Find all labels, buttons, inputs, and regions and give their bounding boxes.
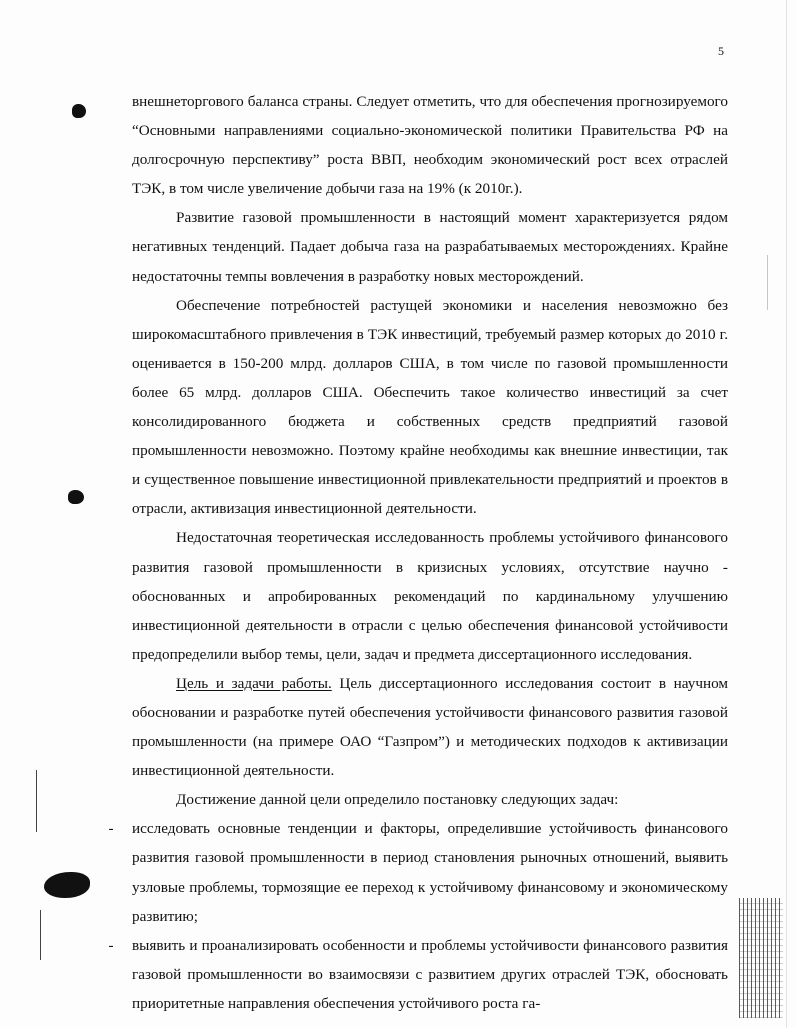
paragraph-4: Недостаточная теоретическая исследованность проблемы устойчивого финансового развития газовой промышленности в кризисных условиях, отсутствие научно - обоснованных и апробированных рекомендаций по кардинальному улучшению инвестиционной деятельности в отрасли с целью обеспечения финансовой устойчивости предопределили выбор темы, цели, задач и предмета диссертационного исследования.: [132, 529, 728, 663]
scan-smudge-3: [44, 872, 90, 898]
scan-smudge-1: [72, 104, 86, 118]
main-text: [108, 87, 729, 1018]
goal-paragraph: [132, 669, 728, 785]
goal-label: Цель и задачи работы.: [176, 674, 332, 692]
task-text: выявить и проанализировать особенности и проблемы устойчивости финансового развития газовой промышленности во взаимосвязи с развитием других отраслей ТЭК, обосновать приоритетные направления обеспечения устойчивого роста га-: [132, 936, 728, 1012]
task-text: исследовать основные тенденции и факторы, определившие устойчивость финансового развития газовой промышленности в период становления рыночных отношений, выявить узловые проблемы, тормозящие ее переход к устойчивому финансовому и экономическому развитию;: [132, 820, 728, 925]
page-number: 5: [718, 44, 724, 58]
paragraph-1: внешнеторгового баланса страны. Следует отметить, что для обеспечения прогнозируемого “Основными направлениями социально-экономической политики Правительства РФ на долгосрочную перспективу” роста ВВП, необходим экономический рост всех отраслей ТЭК, в том числе увеличение добычи газа на 19% (к 2010г.).: [132, 93, 728, 198]
left-scan-line-1: [36, 770, 37, 832]
tasks-list: [108, 814, 728, 1018]
task-item: [104, 931, 728, 1018]
left-scan-line-2: [40, 910, 41, 960]
goal-text: Цель диссертационного исследования состоит в научном обосновании и разработке путей обеспечения устойчивости финансового развития газовой промышленности (на примере ОАО “Газпром”) и методических подходов к активизации инвестиционной деятельности.: [132, 674, 729, 780]
right-scan-line-2: [786, 0, 787, 1028]
scan-hatching: [739, 898, 783, 1018]
right-scan-line-1: [767, 255, 768, 310]
task-dash: -: [108, 936, 114, 954]
paragraph-2: Развитие газовой промышленности в настоящий момент характеризуется рядом негативных тенденций. Падает добыча газа на разрабатываемых месторождениях. Крайне недостаточны темпы вовлечения в разработку новых месторождений.: [132, 209, 728, 285]
task-item: [104, 814, 728, 930]
paragraph-3: Обеспечение потребностей растущей экономики и населения невозможно без широкомасштабного привлечения в ТЭК инвестиций, требуемый размер которых до 2010 г. оценивается в 150-200 млрд. долларов США, в том числе по газовой промышленности более 65 млрд. долларов США. Обеспечить такое количество инвестиций за счет консолидированного бюджета и собственных средств предприятий газовой промышленности невозможно. Поэтому крайне необходимы как внешние инвестиции, так и существенное повышение инвестиционной привлекательности предприятий и проектов в отрасли, активизация инвестиционной деятельности.: [132, 296, 728, 518]
task-dash: -: [108, 820, 114, 838]
scan-smudge-2: [68, 490, 84, 504]
tasks-intro: Достижение данной цели определило постановку следующих задач:: [176, 791, 619, 809]
